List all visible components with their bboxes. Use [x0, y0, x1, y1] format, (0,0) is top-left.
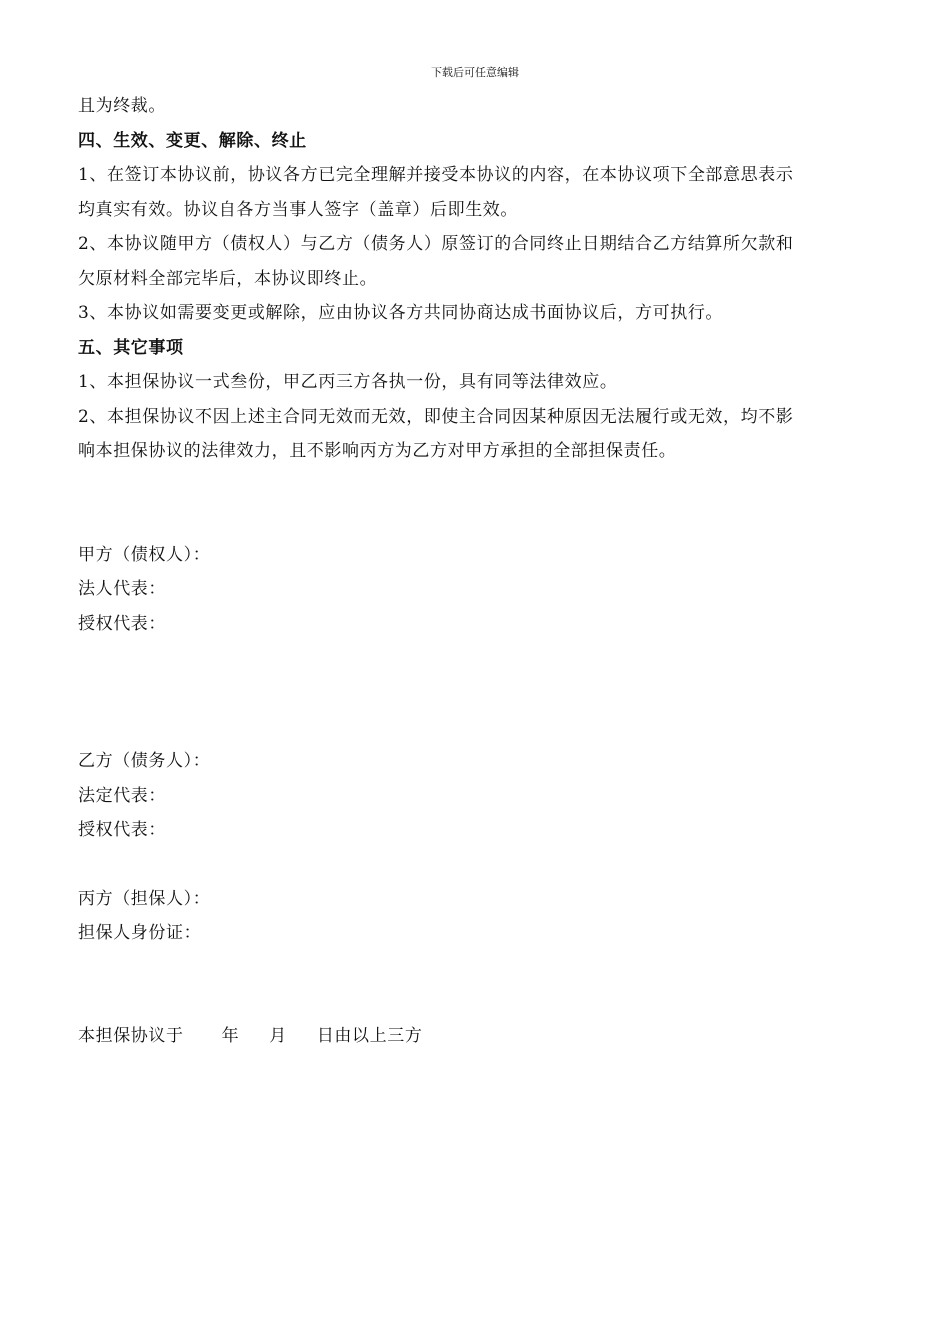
signature-party-b: 乙方（债务人）： [78, 751, 211, 771]
paragraph-line: 响本担保协议的法律效力，且不影响丙方为乙方对甲方承担的全部担保责任。 [78, 441, 677, 461]
paragraph-line: 1、在签订本协议前，协议各方已完全理解并接受本协议的内容，在本协议项下全部意思表示 [78, 165, 794, 185]
document-body [78, 89, 868, 1053]
date-year-label: 年 [221, 1025, 240, 1046]
page-header-note: 下载后可任意编辑 [431, 66, 519, 79]
section-heading-4: 四、生效、变更、解除、终止 [78, 130, 307, 151]
date-prefix: 本担保协议于 [78, 1025, 184, 1046]
blank-space [78, 951, 868, 1019]
section-heading-5: 五、其它事项 [78, 337, 184, 358]
signature-party-a-auth-rep: 授权代表： [78, 613, 166, 634]
blank-space [78, 641, 868, 744]
paragraph-line: 欠原材料全部完毕后，本协议即终止。 [78, 268, 378, 289]
date-month-label: 月 [269, 1025, 287, 1046]
blank-space [78, 848, 868, 882]
signature-party-b-legal-rep: 法定代表： [78, 785, 166, 806]
signature-party-c-id: 担保人身份证： [78, 923, 202, 943]
paragraph-line: 3、本协议如需要变更或解除，应由协议各方共同协商达成书面协议后，方可执行。 [78, 303, 724, 323]
paragraph-line: 均真实有效。协议自各方当事人签字（盖章）后即生效。 [78, 199, 518, 220]
paragraph-line: 2、本协议随甲方（债权人）与乙方（债务人）原签订的合同终止日期结合乙方结算所欠款和 [78, 234, 794, 254]
signature-party-c: 丙方（担保人）： [78, 888, 211, 909]
paragraph-line: 2、本担保协议不因上述主合同无效而无效，即使主合同因某种原因无法履行或无效，均不影 [78, 406, 794, 427]
paragraph-line: 1、本担保协议一式叁份，甲乙丙三方各执一份，具有同等法律效应。 [78, 372, 618, 392]
agreement-date-line [78, 1019, 868, 1054]
blank-space [78, 469, 868, 538]
signature-party-b-auth-rep: 授权代表： [78, 820, 166, 840]
signature-party-a: 甲方（债权人）： [78, 544, 211, 565]
signature-party-a-legal-rep: 法人代表： [78, 579, 166, 599]
paragraph-line: 且为终裁。 [78, 96, 166, 116]
date-suffix: 日由以上三方 [316, 1025, 423, 1046]
